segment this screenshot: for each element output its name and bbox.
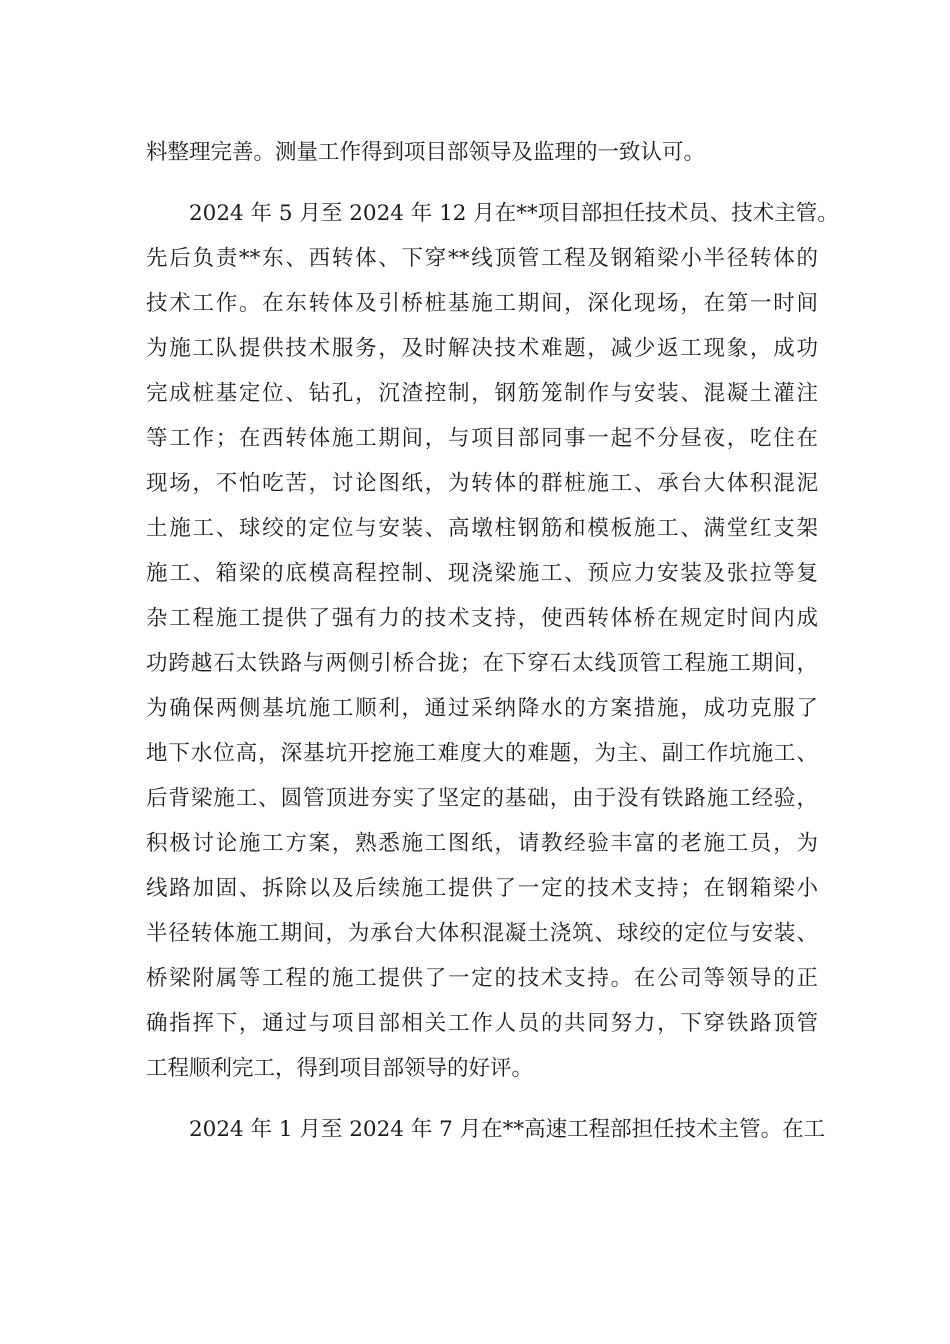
paragraph-line: 为确保两侧基坑施工顺利，通过采纳降水的方案措施，成功克服了 <box>146 696 818 721</box>
paragraph-line: 技术工作。在东转体及引桥桩基施工期间，深化现场，在第一时间 <box>146 291 818 316</box>
paragraph-line: 确指挥下，通过与项目部相关工作人员的共同努力，下穿铁路顶管 <box>146 1011 818 1036</box>
paragraph-line: 料整理完善。测量工作得到项目部领导及监理的一致认可。 <box>146 140 706 165</box>
paragraph-line: 先后负责**东、西转体、下穿**线顶管工程及钢箱梁小半径转体的 <box>146 246 818 271</box>
paragraph-line: 施工、箱梁的底模高程控制、现浇梁施工、预应力安装及张拉等复 <box>146 561 818 586</box>
paragraph-line: 完成桩基定位、钻孔，沉渣控制，钢筋笼制作与安装、混凝土灌注 <box>146 381 818 406</box>
paragraph-line: 2024 年 1 月至 2024 年 7 月在**高速工程部担任技术主管。在工 <box>189 1117 826 1142</box>
paragraph-line: 功跨越石太铁路与两侧引桥合拢；在下穿石太线顶管工程施工期间， <box>146 651 818 676</box>
paragraph-line: 等工作；在西转体施工期间，与项目部同事一起不分昼夜，吃住在 <box>146 426 818 451</box>
paragraph-line: 后背梁施工、圆管顶进夯实了坚定的基础，由于没有铁路施工经验， <box>146 786 818 811</box>
paragraph-line: 2024 年 5 月至 2024 年 12 月在**项目部担任技术员、技术主管。 <box>189 201 839 226</box>
paragraph-line: 半径转体施工期间，为承台大体积混凝土浇筑、球绞的定位与安装、 <box>146 921 818 946</box>
paragraph-line: 线路加固、拆除以及后续施工提供了一定的技术支持；在钢箱梁小 <box>146 876 818 901</box>
paragraph-line: 为施工队提供技术服务，及时解决技术难题，减少返工现象，成功 <box>146 336 818 361</box>
paragraph-line: 工程顺利完工，得到项目部领导的好评。 <box>146 1056 534 1081</box>
paragraph-line: 积极讨论施工方案，熟悉施工图纸，请教经验丰富的老施工员，为 <box>146 831 818 856</box>
paragraph-line: 现场，不怕吃苦，讨论图纸，为转体的群桩施工、承台大体积混泥 <box>146 471 818 496</box>
paragraph-line: 桥梁附属等工程的施工提供了一定的技术支持。在公司等领导的正 <box>146 966 818 991</box>
paragraph-line: 杂工程施工提供了强有力的技术支持，使西转体桥在规定时间内成 <box>146 606 818 631</box>
paragraph-line: 地下水位高，深基坑开挖施工难度大的难题，为主、副工作坑施工、 <box>146 741 818 766</box>
document-body <box>146 130 839 1152</box>
paragraph-line: 土施工、球绞的定位与安装、高墩柱钢筋和模板施工、满堂红支架 <box>146 516 818 541</box>
